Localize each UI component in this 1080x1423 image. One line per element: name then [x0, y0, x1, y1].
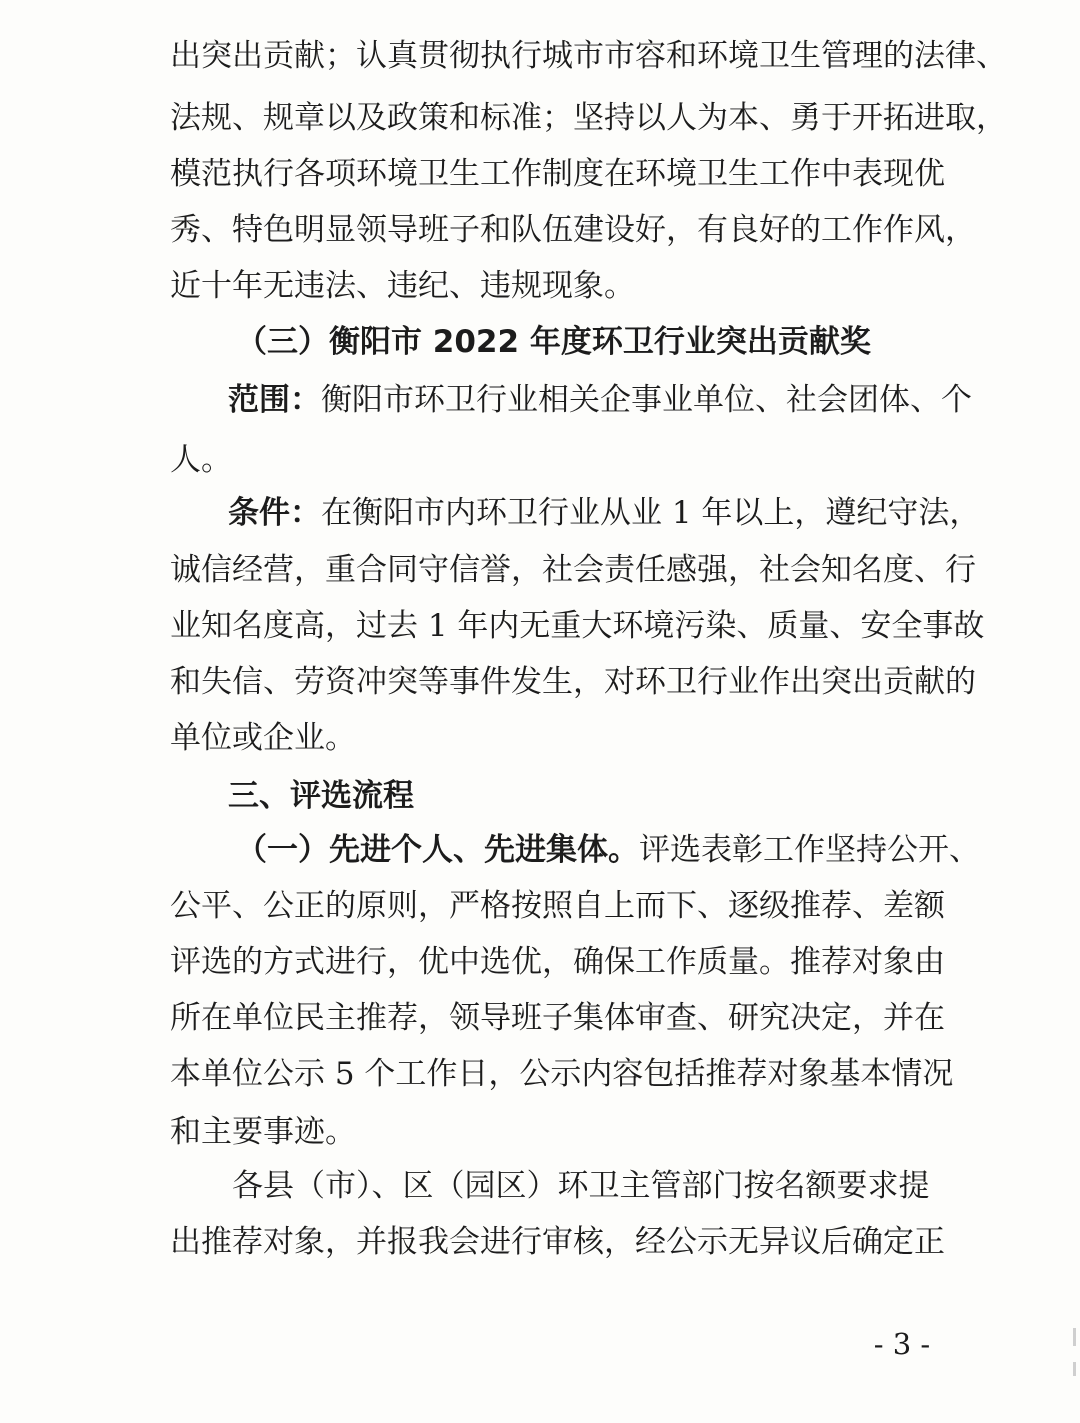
scope-label: 范围： [228, 382, 321, 418]
body-line: 和主要事迹。 [170, 1114, 356, 1150]
scan-edge-mark [1073, 1328, 1076, 1346]
scope-paragraph [228, 380, 972, 420]
body-line: 模范执行各项环境卫生工作制度在环境卫生工作中表现优 [170, 156, 945, 192]
page-number: - 3 - [873, 1327, 931, 1361]
condition-label: 条件： [228, 495, 321, 531]
process-text: 评选表彰工作坚持公开、 [639, 832, 980, 868]
body-line: 人。 [170, 442, 232, 478]
part-heading: 三、评选流程 [228, 778, 414, 814]
body-line: 法规、规章以及政策和标准；坚持以人为本、勇于开拓进取， [170, 100, 1007, 136]
scan-edge-mark [1073, 1362, 1076, 1376]
body-line: 秀、特色明显领导班子和队伍建设好，有良好的工作作风， [170, 212, 976, 248]
condition-paragraph [228, 493, 981, 533]
body-line: 所在单位民主推荐，领导班子集体审查、研究决定，并在 [170, 1000, 945, 1036]
body-line: 评选的方式进行，优中选优，确保工作质量。推荐对象由 [170, 944, 945, 980]
section-heading: （三）衡阳市 2022 年度环卫行业突出贡献奖 [236, 324, 871, 360]
process-title: （一）先进个人、先进集体。 [236, 832, 639, 868]
body-line: 业知名度高，过去 1 年内无重大环境污染、质量、安全事故 [170, 608, 985, 644]
condition-text: 在衡阳市内环卫行业从业 1 年以上，遵纪守法， [321, 495, 981, 531]
body-line: 出突出贡献；认真贯彻执行城市市容和环境卫生管理的法律、 [170, 38, 1007, 74]
body-line: 诚信经营，重合同守信誉，社会责任感强，社会知名度、行 [170, 552, 976, 588]
body-line: 各县（市）、区（园区）环卫主管部门按名额要求提 [232, 1168, 930, 1204]
body-line: 单位或企业。 [170, 720, 356, 756]
body-line: 公平、公正的原则，严格按照自上而下、逐级推荐、差额 [170, 888, 945, 924]
body-line: 和失信、劳资冲突等事件发生，对环卫行业作出突出贡献的 [170, 664, 976, 700]
body-line: 出推荐对象，并报我会进行审核，经公示无异议后确定正 [170, 1224, 945, 1260]
process-paragraph [236, 830, 980, 870]
body-line: 本单位公示 5 个工作日，公示内容包括推荐对象基本情况 [170, 1056, 954, 1092]
body-line: 近十年无违法、违纪、违规现象。 [170, 268, 635, 304]
scope-text: 衡阳市环卫行业相关企事业单位、社会团体、个 [321, 382, 972, 418]
